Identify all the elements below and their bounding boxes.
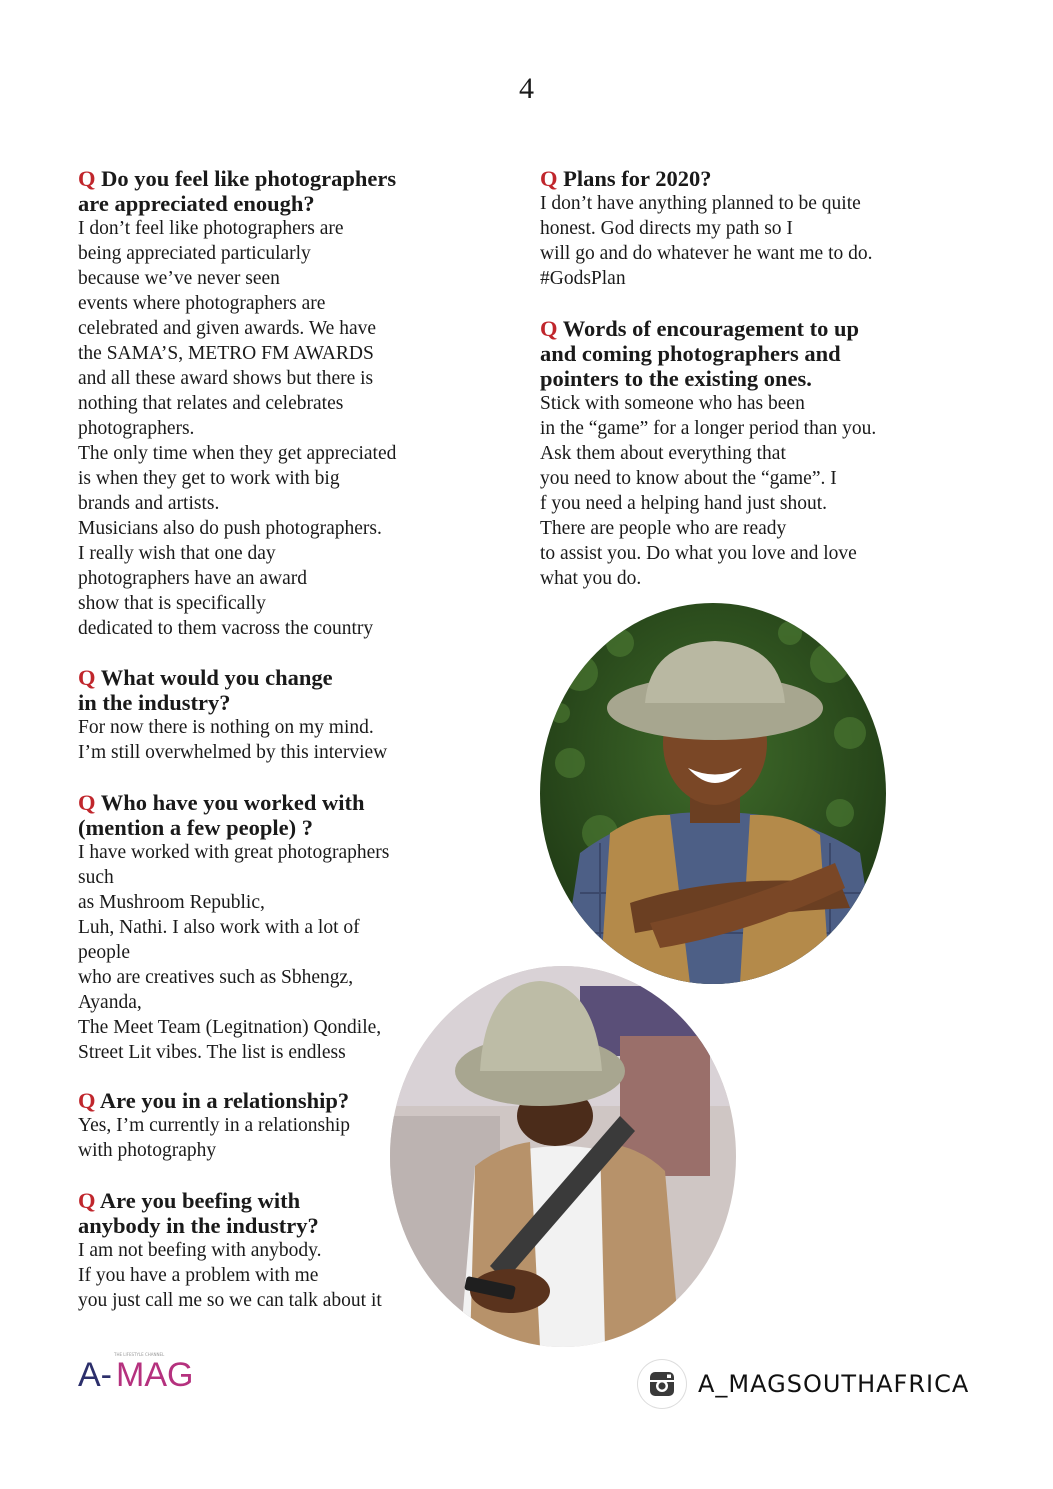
- q-marker: Q: [540, 316, 558, 341]
- instagram-handle: A_MAGSOUTHAFRICA: [698, 1370, 970, 1398]
- answer: I don’t have anything planned to be quite honest. God directs my path so I will go and do whatever he want me to do. #GodsPlan: [540, 193, 873, 289]
- answer: I don’t feel like photographers are being appreciated particularly because we’ve never seen events where photographers are celebrated and given awards. We have the SAMA’S, METRO FM AWARDS and all these award shows but there is nothing that relates and celebrates photographers. The only time when they get appreciated is when they get to work with big brands and artists. Musicians also do push photographers. I really wish that one day photographers have an award show that is specifically dedicated to them vacross the country: [78, 218, 397, 639]
- question: Q Do you feel like photographers are appreciated enough?: [78, 166, 397, 216]
- answer: Yes, I’m currently in a relationship with photography: [78, 1115, 351, 1161]
- logo-tagline: THE LIFESTYLE CHANNEL: [114, 1352, 165, 1357]
- answer: I am not beefing with anybody. If you have a problem with me you just call me so we can talk about it: [78, 1240, 382, 1311]
- answer: For now there is nothing on my mind. I’m still overwhelmed by this interview: [78, 717, 388, 763]
- q-marker: Q: [78, 790, 96, 815]
- q-marker: Q: [78, 1088, 96, 1113]
- instagram-link[interactable]: [638, 1360, 969, 1408]
- answer: I have worked with great photographers such as Mushroom Republic, Luh, Nathi. I also work with a lot of people who are creatives such as Sbhengz, Ayanda, The Meet Team (Legitnation) Qondile, Street Lit vibes. The list is endless: [78, 842, 390, 1063]
- q-marker: Q: [78, 1188, 96, 1213]
- qa-appreciation: [78, 166, 396, 641]
- question: Q Are you in a relationship?: [78, 1088, 350, 1113]
- q-marker: Q: [78, 166, 96, 191]
- qa-worked-with: [78, 790, 389, 1065]
- svg-text:A-: A-: [78, 1356, 112, 1393]
- qa-change-industry: [78, 665, 387, 765]
- qa-beefing: [78, 1188, 382, 1313]
- qa-encouragement: [540, 316, 876, 591]
- q-marker: Q: [540, 166, 558, 191]
- photo-phone-portrait: [390, 966, 736, 1347]
- question: Q Who have you worked with (mention a few people) ?: [78, 790, 365, 840]
- page-number: 4: [519, 72, 534, 105]
- answer: Stick with someone who has been in the “game” for a longer period than you. Ask them about everything that you need to know about the “game”. I f you need a helping hand just shout. There are people who are ready to assist you. Do what you love and love what you do.: [540, 393, 877, 589]
- instagram-icon: [638, 1360, 686, 1408]
- q-marker: Q: [78, 665, 96, 690]
- svg-text:MAG: MAG: [116, 1356, 194, 1393]
- photo-laughing-portrait: [540, 603, 886, 984]
- question: Q What would you change in the industry?: [78, 665, 333, 715]
- amag-logo: [78, 1348, 208, 1393]
- qa-relationship: [78, 1088, 350, 1163]
- question: Q Words of encouragement to up and coming photographers and pointers to the existing ones.: [540, 316, 859, 391]
- qa-plans-2020: [540, 166, 873, 291]
- question: Q Plans for 2020?: [540, 166, 712, 191]
- question: Q Are you beefing with anybody in the industry?: [78, 1188, 319, 1238]
